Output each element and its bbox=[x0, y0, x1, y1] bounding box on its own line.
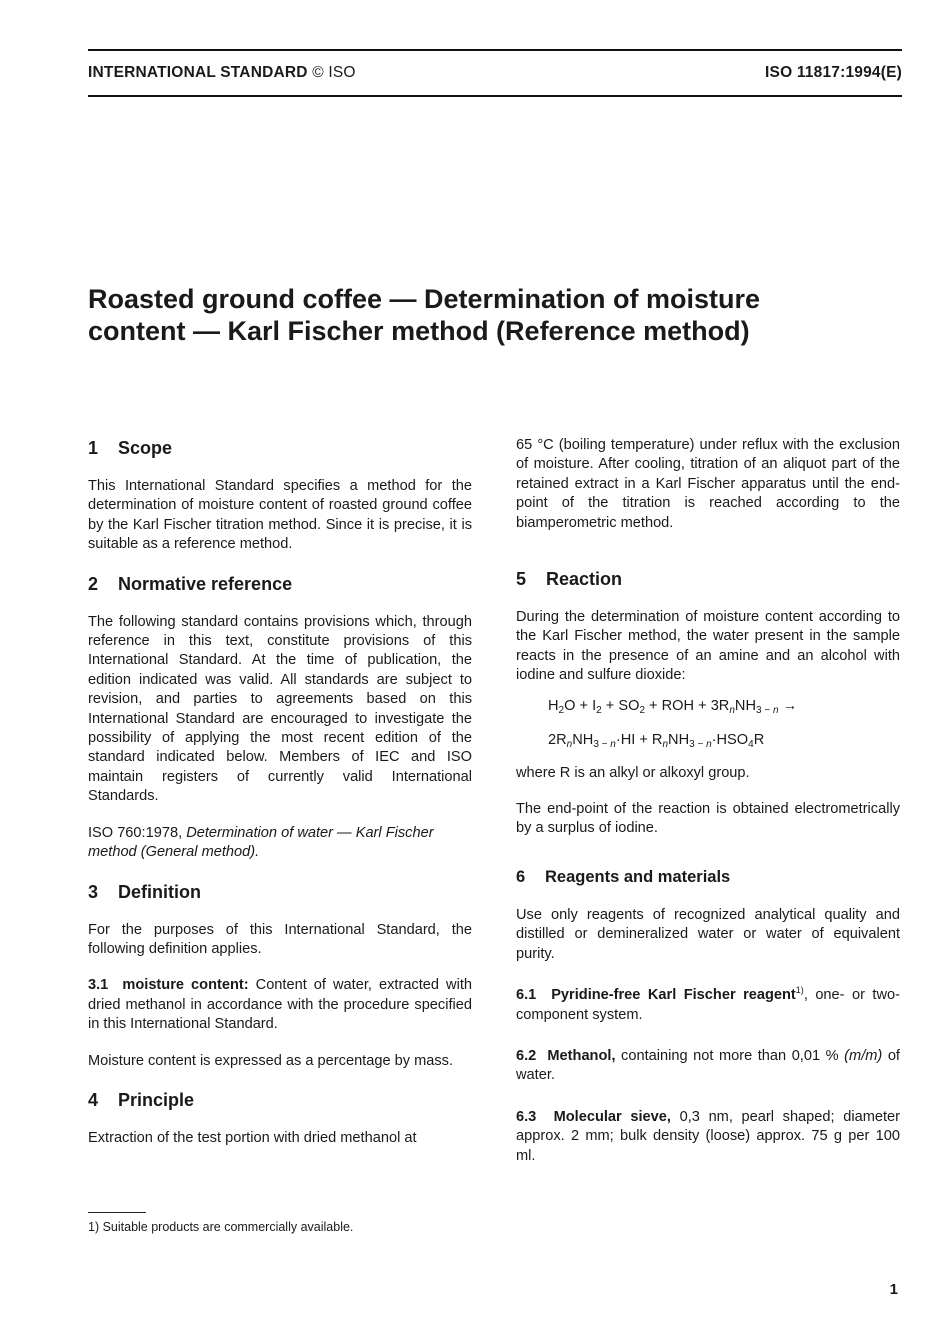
footnote: 1) Suitable products are commercially available. bbox=[88, 1220, 354, 1234]
reaction-paragraph: During the determination of moisture content according to the Karl Fischer method, the water present in the sample reacts in the presence of an amine and an alcohol with iodine and sulfure dioxide: bbox=[516, 609, 900, 684]
header-standard-label: INTERNATIONAL STANDARD © ISO bbox=[88, 64, 356, 81]
section-scope-heading: 1 Scope bbox=[88, 438, 173, 458]
normative-paragraph: The following standard contains provisions which, through reference in this text, constitute provisions of this International Standard. At the time of publication, the edition indicated was valid. All standards are subject to revision, and parties to agreements based on this International Standard are encouraged to investigate the possibility of applying the most recent edition of the standard indicated below. Members of IEC and ISO maintain registers of currently valid International Standards. bbox=[88, 613, 472, 805]
header-top-rule bbox=[88, 49, 902, 51]
section-normative-heading: 2 Normative reference bbox=[88, 573, 293, 594]
definition-term: 3.1 moisture content: Content of water, extracted with dried methanol in accordance with the procedure specified in this International Standard. bbox=[88, 977, 473, 1033]
reaction-endpoint: The end-point of the reaction is obtained electrometrically by a surplus of iodine. bbox=[516, 801, 900, 837]
reaction-where-clause: where R is an alkyl or alkoxyl group. bbox=[516, 764, 750, 781]
page-number: 1 bbox=[889, 1281, 898, 1298]
reagent-item-6-2: 6.2 Methanol, containing not more than 0,01 % (m/m) of water. bbox=[516, 1047, 900, 1084]
scope-paragraph: This International Standard specifies a method for the determination of moisture content of roasted ground coffee by the Karl Fischer titration method. Since it is precise, it is suitable as a reference method. bbox=[88, 478, 472, 553]
reagent-item-6-1: 6.1 Pyridine-free Karl Fischer reagent$^{1)}$, one- or two-component system. bbox=[516, 985, 900, 1023]
definition-intro: For the purposes of this International Standard, the following definition applies. bbox=[88, 921, 472, 957]
section-reagents-heading: 6 Reagents and materials bbox=[516, 867, 731, 886]
section-principle-heading: 4 Principle bbox=[88, 1089, 195, 1110]
reagent-item-6-3: 6.3 Molecular sieve, 0,3 nm, pearl shaped; diameter approx. 2 mm; bulk density (loose) approx. 75 g per 100 ml. bbox=[516, 1108, 901, 1164]
left-column bbox=[88, 436, 472, 1165]
definition-note: Moisture content is expressed as a percentage by mass. bbox=[88, 1052, 454, 1069]
header-bottom-rule bbox=[88, 95, 902, 97]
reaction-equation-line1: $H_2O + I_2 + SO_2$ + ROH + $3R_nNH_{3 - n}$ → bbox=[548, 697, 798, 716]
header-document-number: ISO 11817:1994(E) bbox=[765, 64, 902, 81]
right-column bbox=[516, 436, 900, 1183]
footnote-rule bbox=[88, 1212, 146, 1213]
section-definition-heading: 3 Definition bbox=[88, 881, 201, 902]
principle-paragraph-continued: 65 °C (boiling temperature) under reflux with the exclusion of moisture. After cooling, titration of an aliquot part of the retained extract in a Karl Fischer apparatus until the end-point of the titration is reached according to the biamperometric method. bbox=[516, 437, 900, 531]
document-title: Roasted ground coffee — Determination of moisture content — Karl Fischer method (Reference method) bbox=[88, 284, 761, 346]
normative-reference-item: ISO 760:1978, Determination of water — Karl Fischer method (General method). bbox=[88, 824, 434, 861]
reaction-equation-line2: $2R_nNH_{3 - n}\cdot HI + R_nNH_{3 - n}\cdot HSO_4R$ bbox=[548, 731, 765, 750]
principle-paragraph-start: Extraction of the test portion with dried methanol at bbox=[88, 1129, 417, 1146]
section-reaction-heading: 5 Reaction bbox=[516, 569, 623, 590]
reagents-intro: Use only reagents of recognized analytical quality and distilled or demineralized water or water of equivalent purity. bbox=[516, 906, 900, 962]
